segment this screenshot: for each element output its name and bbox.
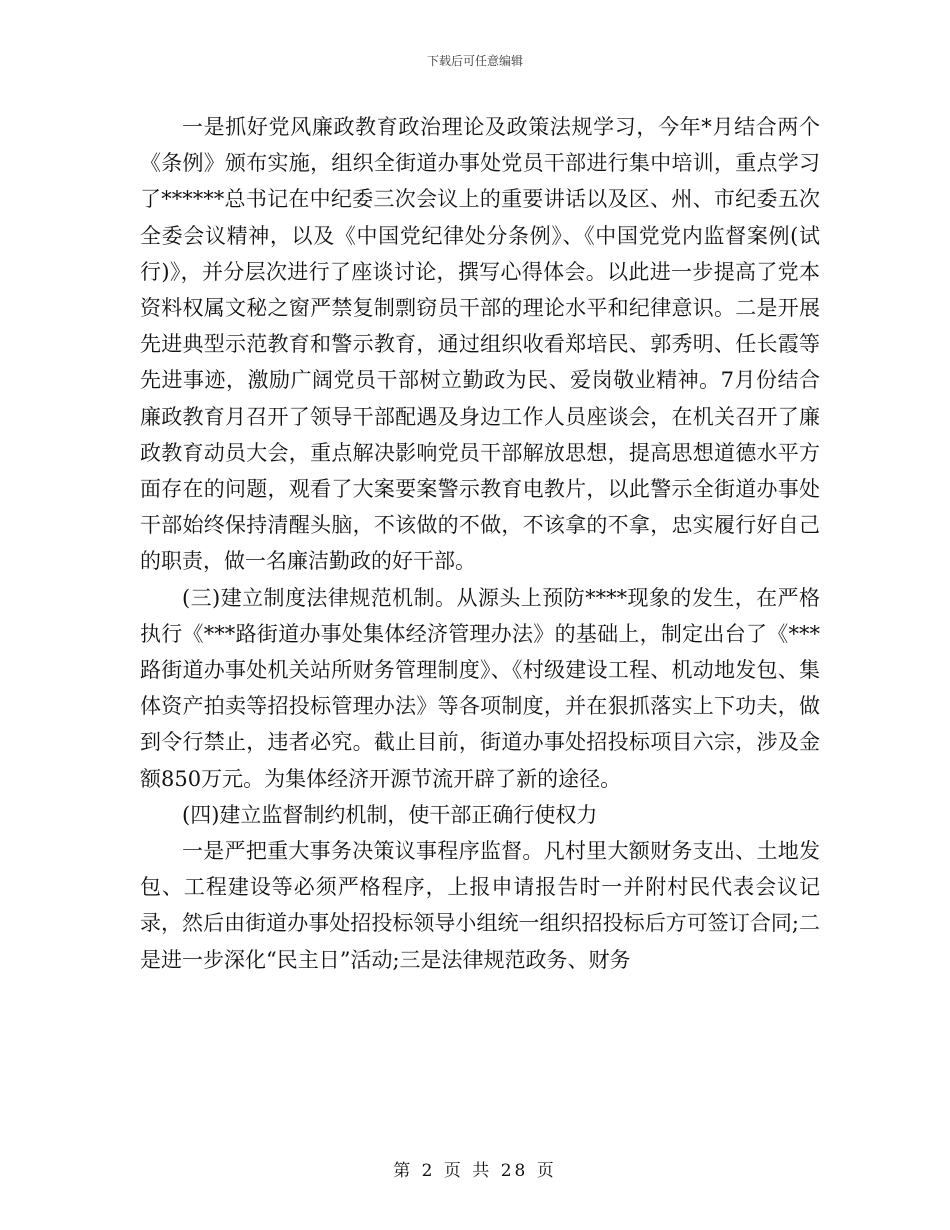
paragraph-1: 一是抓好党风廉政教育政治理论及政策法规学习，今年*月结合两个《条例》颁布实施，组织全街道办事处党员干部进行集中培训，重点学习了******总书记在中纪委三次会议上的重要讲话以及区、州、市纪委五次全委会议精神，以及《中国党纪律处分条例》、《中国党党内监督案例(试行)》，并分层次进行了座谈讨论，撰写心得体会。以此进一步提高了党本资料权属文秘之窗严禁复制剽窃员干部的理论水平和纪律意识。二是开展先进典型示范教育和警示教育，通过组织收看郑培民、郭秀明、任长霞等先进事迹，激励广阔党员干部树立勤政为民、爱岗敬业精神。7月份结合廉政教育月召开了领导干部配遇及身边工作人员座谈会，在机关召开了廉政教育动员大会，重点解决影响党员干部解放思想，提高思想道德水平方面存在的问题，观看了大案要案警示教育电教片，以此警示全街道办事处干部始终保持清醒头脑，不该做的不做，不该拿的不拿，忠实履行好自己的职责，做一名廉洁勤政的好干部。: [140, 115, 820, 574]
paragraph-3: (四)建立监督制约机制，使干部正确行使权力: [182, 802, 598, 827]
document-body: [140, 109, 820, 978]
paragraph-4: 一是严把重大事务决策议事程序监督。凡村里大额财务支出、土地发包、工程建设等必须严格程序，上报申请报告时一并附村民代表会议记录，然后由街道办事处招投标领导小组统一组织招投标后方可签订合同;二是进一步深化“民主日”活动;三是法律规范政务、财务: [140, 839, 820, 972]
paragraph-2: (三)建立制度法律规范机制。从源头上预防****现象的发生，在严格执行《***路街道办事处集体经济管理办法》的基础上，制定出台了《***路街道办事处机关站所财务管理制度》、《村级建设工程、机动地发包、集体资产拍卖等招投标管理办法》等各项制度，并在狠抓落实上下功夫，做到令行禁止，违者必究。截止目前，街道办事处招投标项目六宗，涉及金额850万元。为集体经济开源节流开辟了新的途径。: [140, 585, 820, 791]
page-header: 下载后可任意编辑: [426, 54, 523, 68]
page-footer: 第 2 页 共 28 页: [393, 1161, 557, 1181]
